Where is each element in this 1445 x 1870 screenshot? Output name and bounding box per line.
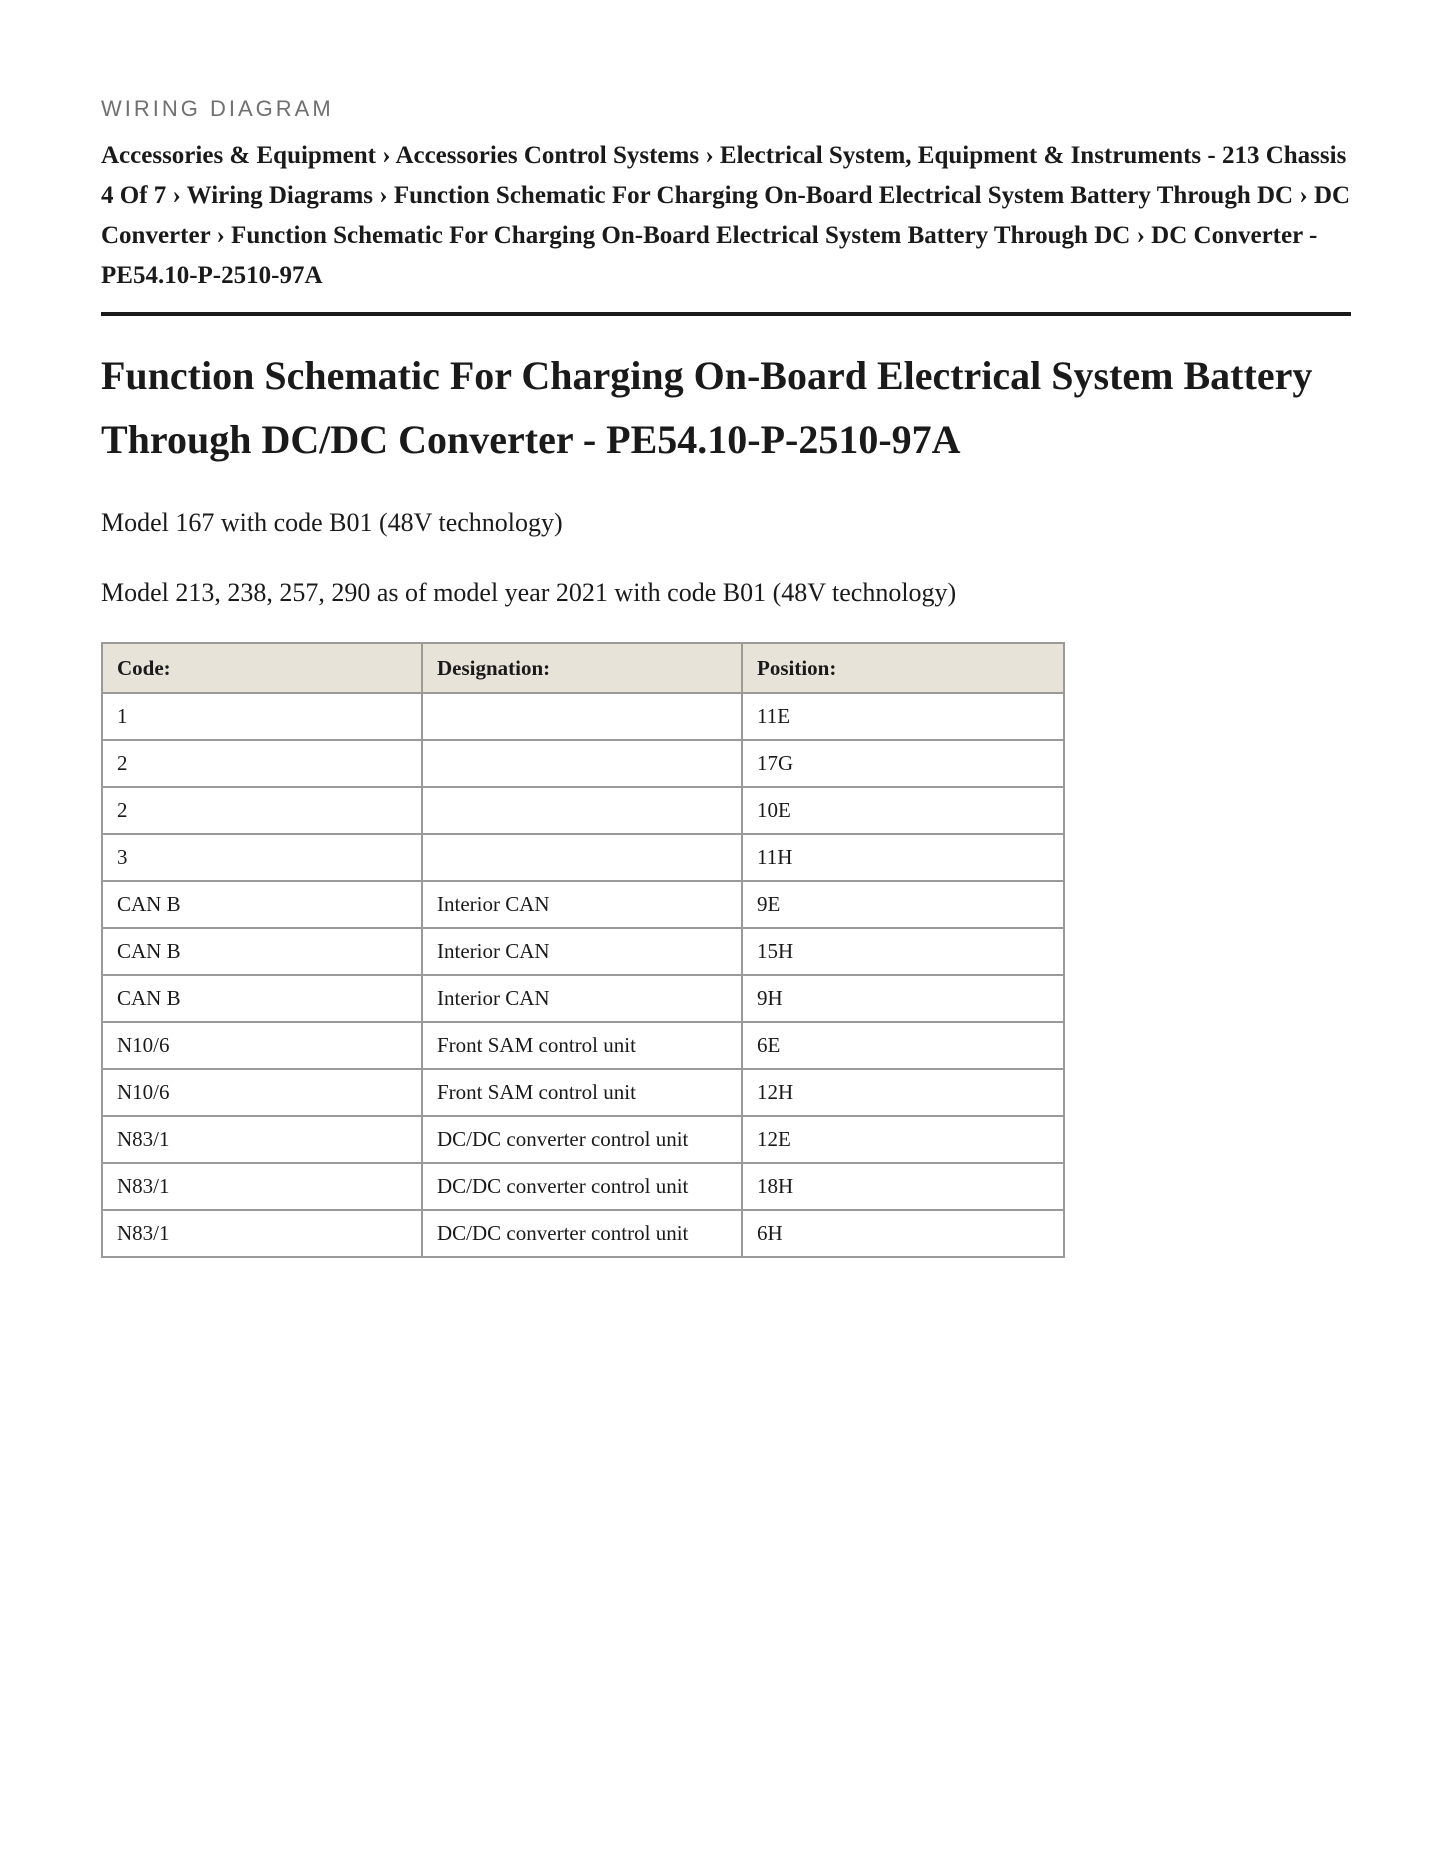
cell-code: CAN B xyxy=(102,881,422,928)
table-body xyxy=(102,693,1064,1257)
cell-designation: DC/DC converter control unit xyxy=(422,1163,742,1210)
column-header-designation: Designation: xyxy=(422,643,742,693)
table-row xyxy=(102,1022,1064,1069)
breadcrumb-separator: › xyxy=(705,142,720,169)
section-label: WIRING DIAGRAM xyxy=(101,96,334,121)
breadcrumb xyxy=(101,136,1351,316)
cell-position: 12H xyxy=(742,1069,1064,1116)
cell-position: 10E xyxy=(742,787,1064,834)
table-row xyxy=(102,693,1064,740)
breadcrumb-item[interactable]: Function Schematic For Charging On-Board Electrical System Battery Through DC xyxy=(231,222,1131,249)
table-row xyxy=(102,787,1064,834)
cell-code: N83/1 xyxy=(102,1116,422,1163)
breadcrumb-separator: › xyxy=(1136,222,1152,249)
cell-code: 3 xyxy=(102,834,422,881)
cell-code: N83/1 xyxy=(102,1163,422,1210)
breadcrumb-separator: › xyxy=(379,182,394,209)
model-note: Model 167 with code B01 (48V technology) xyxy=(101,508,563,537)
cell-designation xyxy=(422,693,742,740)
page-title: Function Schematic For Charging On-Board Electrical System Battery Through DC/DC Converter - PE54.10-P-2510-97A xyxy=(101,353,1313,462)
cell-position: 11E xyxy=(742,693,1064,740)
cell-position: 15H xyxy=(742,928,1064,975)
cell-designation: Front SAM control unit xyxy=(422,1069,742,1116)
table-header-row xyxy=(102,643,1064,693)
cell-designation: Interior CAN xyxy=(422,881,742,928)
cell-position: 9H xyxy=(742,975,1064,1022)
cell-code: N10/6 xyxy=(102,1022,422,1069)
cell-designation: Interior CAN xyxy=(422,975,742,1022)
cell-code: 2 xyxy=(102,787,422,834)
cell-designation: Interior CAN xyxy=(422,928,742,975)
table-row xyxy=(102,740,1064,787)
column-header-position: Position: xyxy=(742,643,1064,693)
cell-position: 9E xyxy=(742,881,1064,928)
breadcrumb-separator: › xyxy=(1299,182,1314,209)
cell-position: 6E xyxy=(742,1022,1064,1069)
table-row xyxy=(102,1069,1064,1116)
cell-designation: DC/DC converter control unit xyxy=(422,1116,742,1163)
table-row xyxy=(102,1116,1064,1163)
model-note: Model 213, 238, 257, 290 as of model year 2021 with code B01 (48V technology) xyxy=(101,578,957,607)
breadcrumb-item-current: DC Converter - PE54.10-P-2510-97A xyxy=(101,222,1318,289)
cell-position: 6H xyxy=(742,1210,1064,1257)
breadcrumb-item[interactable]: Function Schematic For Charging On-Board Electrical System Battery Through DC xyxy=(393,182,1294,209)
breadcrumb-item[interactable]: Accessories Control Systems xyxy=(395,142,700,169)
breadcrumb-item[interactable]: DC Converter xyxy=(101,182,1351,249)
code-table xyxy=(101,642,1065,1258)
breadcrumb-separator: › xyxy=(172,182,187,209)
cell-designation xyxy=(422,787,742,834)
cell-code: N10/6 xyxy=(102,1069,422,1116)
breadcrumb-item[interactable]: Wiring Diagrams xyxy=(186,182,373,209)
cell-position: 11H xyxy=(742,834,1064,881)
cell-designation: DC/DC converter control unit xyxy=(422,1210,742,1257)
cell-designation: Front SAM control unit xyxy=(422,1022,742,1069)
cell-code: 2 xyxy=(102,740,422,787)
cell-position: 18H xyxy=(742,1163,1064,1210)
cell-code: 1 xyxy=(102,693,422,740)
breadcrumb-separator: › xyxy=(216,222,232,249)
document-page xyxy=(101,96,1351,1258)
cell-position: 12E xyxy=(742,1116,1064,1163)
cell-designation xyxy=(422,740,742,787)
table-row xyxy=(102,1163,1064,1210)
table-row xyxy=(102,928,1064,975)
cell-code: CAN B xyxy=(102,975,422,1022)
cell-code: CAN B xyxy=(102,928,422,975)
breadcrumb-item[interactable]: Accessories & Equipment xyxy=(101,142,376,169)
column-header-code: Code: xyxy=(102,643,422,693)
breadcrumb-item[interactable]: Electrical System, Equipment & Instruments - 213 Chassis 4 Of 7 xyxy=(101,142,1347,209)
table-row xyxy=(102,834,1064,881)
breadcrumb-separator: › xyxy=(382,142,396,169)
table-row xyxy=(102,1210,1064,1257)
cell-designation xyxy=(422,834,742,881)
cell-code: N83/1 xyxy=(102,1210,422,1257)
cell-position: 17G xyxy=(742,740,1064,787)
table-row xyxy=(102,975,1064,1022)
table-row xyxy=(102,881,1064,928)
